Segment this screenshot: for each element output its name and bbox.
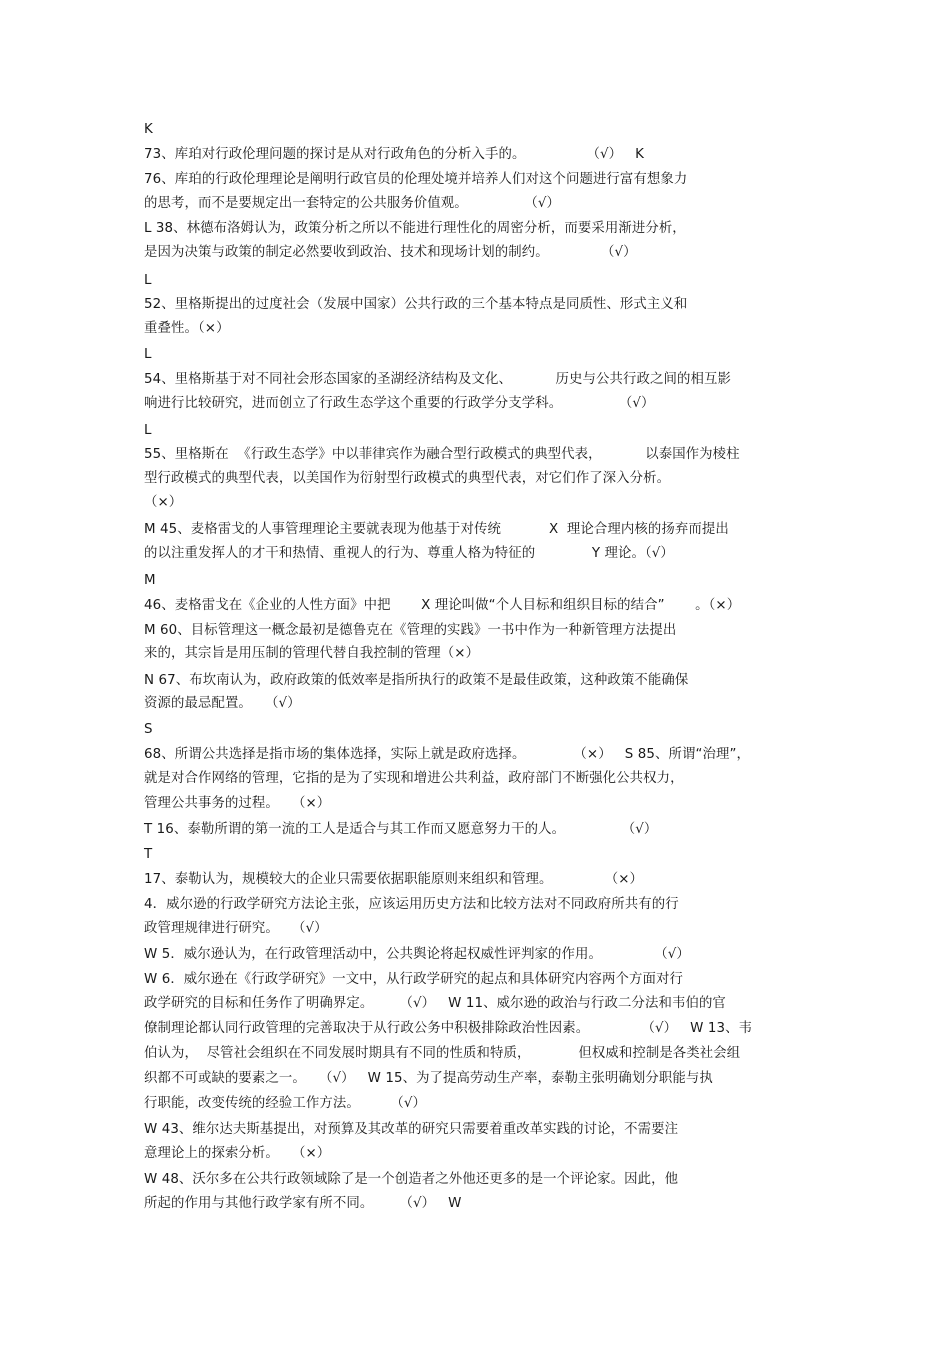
text-line: 僚制理论都认同行政管理的完善取决于从行政公务中积极排除政治性因素。 （√） W 13、韦 xyxy=(144,1021,753,1036)
text-line: 重叠性。（×） xyxy=(144,321,230,336)
text-line: 76、库珀的行政伦理理论是阐明行政官员的伦理处境并培养人们对这个问题进行富有想象力 xyxy=(144,172,688,187)
text-line: 伯认为， 尽管社会组织在不同发展时期具有不同的性质和特质， 但权威和控制是各类社会组 xyxy=(144,1046,741,1061)
text-line: 型行政模式的典型代表，以美国作为衍射型行政模式的典型代表，对它们作了深入分析。 xyxy=(144,471,671,486)
text-line: 行职能，改变传统的经验工作方法。 （√） xyxy=(144,1096,426,1111)
text-line: 46、麦格雷戈在《企业的人性方面》中把 X 理论叫做“个人目标和组织目标的结合” 。（×） xyxy=(144,598,741,613)
text-line: M 60、目标管理这一概念最初是德鲁克在《管理的实践》一书中作为一种新管理方法提出 xyxy=(144,623,677,638)
text-line: W 5．威尔逊认为，在行政管理活动中，公共舆论将起权威性评判家的作用。 （√） xyxy=(144,947,690,962)
text-line: 来的，其宗旨是用压制的管理代替自我控制的管理（×） xyxy=(144,646,480,661)
text-line: （×） xyxy=(144,495,183,510)
text-line: 就是对合作网络的管理，它指的是为了实现和增进公共利益，政府部门不断强化公共权力， xyxy=(144,771,684,786)
text-line: L xyxy=(144,273,152,288)
text-line: 资源的最忌配置。 （√） xyxy=(144,696,301,711)
text-line: 管理公共事务的过程。 （×） xyxy=(144,796,331,811)
text-line: 织都不可或缺的要素之一。 （√） W 15、为了提高劳动生产率，泰勒主张明确划分职能与执 xyxy=(144,1071,713,1086)
text-line: W 6．威尔逊在《行政学研究》一文中，从行政学研究的起点和具体研究内容两个方面对行 xyxy=(144,972,683,987)
text-line: L xyxy=(144,423,152,438)
text-line: 响进行比较研究，进而创立了行政生态学这个重要的行政学分支学科。 （√） xyxy=(144,396,655,411)
text-line: 意理论上的探索分析。 （×） xyxy=(144,1146,331,1161)
text-line: 54、里格斯基于对不同社会形态国家的圣湖经济结构及文化、 历史与公共行政之间的相互影 xyxy=(144,372,731,387)
text-line: 73、库珀对行政伦理问题的探讨是从对行政角色的分析入手的。 （√） K xyxy=(144,147,645,162)
text-line: N 67、布坎南认为，政府政策的低效率是指所执行的政策不是最佳政策，这种政策不能确保 xyxy=(144,673,689,688)
text-line: 政学研究的目标和任务作了明确界定。 （√） W 11、威尔逊的政治与行政二分法和韦伯的官 xyxy=(144,996,726,1011)
text-line: L xyxy=(144,347,152,362)
text-line: L 38、林德布洛姆认为，政策分析之所以不能进行理性化的周密分析，而要采用渐进分析， xyxy=(144,221,686,236)
text-line: S xyxy=(144,722,153,737)
text-line: T xyxy=(144,847,153,862)
text-line: 的思考，而不是要规定出一套特定的公共服务价值观。 （√） xyxy=(144,196,561,211)
text-line: 所起的作用与其他行政学家有所不同。 （√） W xyxy=(144,1196,462,1211)
text-line: 4．威尔逊的行政学研究方法论主张，应该运用历史方法和比较方法对不同政府所共有的行 xyxy=(144,897,679,912)
text-line: W 43、维尔达夫斯基提出，对预算及其改革的研究只需要着重改革实践的讨论，不需要注 xyxy=(144,1122,679,1137)
text-line: 55、里格斯在 《行政生态学》中以菲律宾作为融合型行政模式的典型代表， 以泰国作为棱柱 xyxy=(144,447,740,462)
text-line: 52、里格斯提出的过度社会（发展中国家）公共行政的三个基本特点是同质性、形式主义和 xyxy=(144,297,688,312)
text-line: 政管理规律进行研究。 （√） xyxy=(144,921,328,936)
text-line: W 48、沃尔多在公共行政领域除了是一个创造者之外他还更多的是一个评论家。因此，他 xyxy=(144,1172,679,1187)
text-line: M xyxy=(144,573,156,588)
text-line: 的以注重发挥人的才干和热情、重视人的行为、尊重人格为特征的 Y 理论。（√） xyxy=(144,546,674,561)
text-line: M 45、麦格雷戈的人事管理理论主要就表现为他基于对传统 X 理论合理内核的扬弃而提出 xyxy=(144,522,729,537)
text-line: K xyxy=(144,122,153,137)
text-line: 17、泰勒认为，规模较大的企业只需要依据职能原则来组织和管理。 （×） xyxy=(144,872,644,887)
text-line: T 16、泰勒所谓的第一流的工人是适合与其工作而又愿意努力干的人。 （√） xyxy=(144,822,658,837)
text-line: 68、所谓公共选择是指市场的集体选择，实际上就是政府选择。 （×） S 85、所谓“治理”， xyxy=(144,747,750,762)
text-line: 是因为决策与政策的制定必然要收到政治、技术和现场计划的制约。 （√） xyxy=(144,245,637,260)
